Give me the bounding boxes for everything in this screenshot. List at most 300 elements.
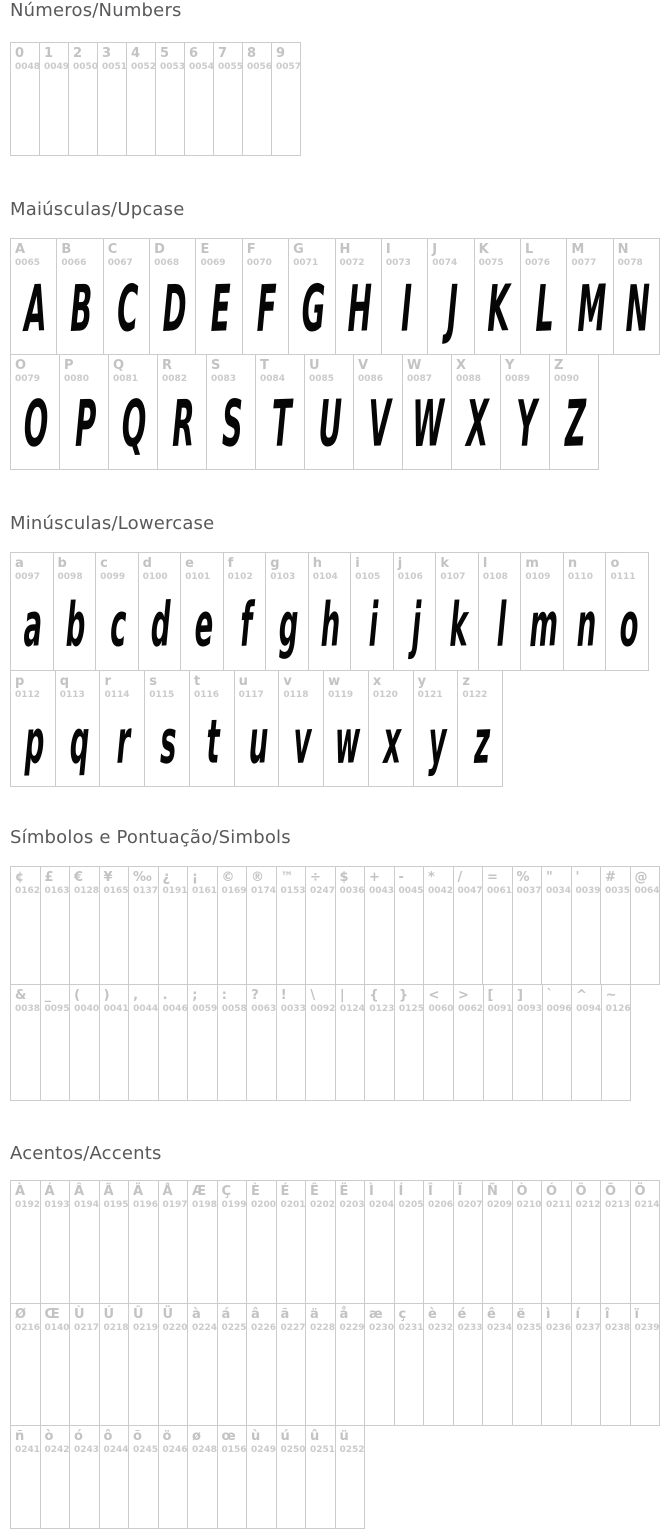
glyph-box xyxy=(64,385,107,467)
cell-unicode-code: 0049 xyxy=(44,62,70,72)
char-cell xyxy=(336,1426,365,1528)
cell-unicode-char: X xyxy=(456,358,467,373)
char-cell xyxy=(309,553,352,670)
cell-unicode-code: 0217 xyxy=(74,1323,100,1333)
cell-unicode-char: ) xyxy=(103,988,110,1003)
cell-unicode-code: 0089 xyxy=(505,374,531,384)
cell-unicode-code: 0117 xyxy=(238,690,264,700)
cell-unicode-char: ò xyxy=(44,1429,54,1444)
section-title-uppercase: Maiúsculas/Upcase xyxy=(10,199,185,220)
glyph-box xyxy=(58,583,95,668)
char-cell xyxy=(188,867,218,984)
cell-unicode-char: G xyxy=(293,242,304,257)
cell-unicode-code: 0095 xyxy=(44,1004,70,1014)
cell-unicode-code: 0082 xyxy=(162,374,188,384)
cell-unicode-char: 5 xyxy=(160,46,170,61)
cell-unicode-char: l xyxy=(482,556,488,571)
char-cell xyxy=(11,1181,41,1303)
font-glyph: s xyxy=(160,705,178,777)
char-cell xyxy=(521,239,567,354)
char-cell xyxy=(395,1181,425,1303)
cell-unicode-char: 4 xyxy=(131,46,141,61)
cell-unicode-code: 0071 xyxy=(293,258,319,268)
char-cell xyxy=(336,985,366,1100)
cell-unicode-code: 0246 xyxy=(162,1445,188,1455)
cell-unicode-code: 0218 xyxy=(103,1323,129,1333)
lowercase-table xyxy=(10,552,661,787)
glyph-box xyxy=(328,701,367,784)
cell-unicode-code: 0057 xyxy=(276,62,302,72)
char-cell xyxy=(289,239,335,354)
char-cell xyxy=(11,671,56,786)
cell-unicode-code: 0226 xyxy=(251,1323,277,1333)
cell-unicode-char: t xyxy=(193,674,201,689)
cell-unicode-code: 0078 xyxy=(617,258,643,268)
cell-unicode-char: ú xyxy=(280,1429,290,1444)
glyph-box xyxy=(610,583,647,668)
char-cell xyxy=(606,553,648,670)
cell-unicode-code: 0063 xyxy=(251,1004,277,1014)
cell-unicode-code: 0216 xyxy=(15,1323,41,1333)
glyph-box xyxy=(100,583,137,668)
cell-unicode-code: 0046 xyxy=(162,1004,188,1014)
char-cell xyxy=(98,43,127,155)
cell-unicode-code: 0099 xyxy=(100,572,126,582)
glyph-box xyxy=(525,583,562,668)
font-glyph: p xyxy=(24,705,45,777)
cell-unicode-code: 0093 xyxy=(517,1004,543,1014)
char-cell xyxy=(11,1304,41,1425)
glyph-box xyxy=(373,701,412,784)
cell-unicode-code: 0088 xyxy=(456,374,482,384)
cell-unicode-char: ` xyxy=(546,988,554,1003)
cell-unicode-char: c xyxy=(100,556,108,571)
char-cell xyxy=(572,867,602,984)
cell-unicode-char: U xyxy=(309,358,320,373)
char-cell xyxy=(306,985,336,1100)
cell-unicode-code: 0193 xyxy=(44,1200,70,1210)
cell-unicode-char: m xyxy=(525,556,539,571)
cell-unicode-code: 0230 xyxy=(369,1323,395,1333)
font-glyph: I xyxy=(400,272,412,347)
char-cell xyxy=(395,985,425,1100)
font-glyph: l xyxy=(496,588,507,660)
cell-unicode-char: P xyxy=(64,358,74,373)
cell-unicode-char: f xyxy=(227,556,234,571)
cell-unicode-char: ~ xyxy=(605,988,617,1003)
char-cell xyxy=(100,1304,130,1425)
glyph-box xyxy=(270,583,307,668)
font-glyph: u xyxy=(248,705,269,777)
cell-unicode-char: y xyxy=(417,674,427,689)
char-row xyxy=(10,238,660,355)
cell-unicode-char: ? xyxy=(251,988,259,1003)
cell-unicode-code: 0105 xyxy=(355,572,381,582)
cell-unicode-char: ì xyxy=(546,1307,551,1322)
char-row xyxy=(10,984,631,1101)
char-row xyxy=(10,552,649,671)
char-cell xyxy=(11,239,57,354)
cell-unicode-char: < xyxy=(428,988,440,1003)
cell-unicode-code: 0118 xyxy=(283,690,309,700)
glyph-box xyxy=(462,701,501,784)
cell-unicode-code: 0090 xyxy=(554,374,580,384)
cell-unicode-code: 0033 xyxy=(280,1004,306,1014)
cell-unicode-code: 0092 xyxy=(310,1004,336,1014)
cell-unicode-char: T xyxy=(260,358,269,373)
font-glyph: M xyxy=(576,271,607,347)
cell-unicode-char: i xyxy=(355,556,360,571)
font-glyph: y xyxy=(427,705,447,777)
char-cell xyxy=(129,985,159,1100)
cell-unicode-char: Ï xyxy=(457,1184,463,1199)
cell-unicode-code: 0201 xyxy=(280,1200,306,1210)
cell-unicode-char: Õ xyxy=(605,1184,617,1199)
cell-unicode-char: ã xyxy=(280,1307,290,1322)
char-cell xyxy=(11,867,41,984)
cell-unicode-code: 0229 xyxy=(339,1323,365,1333)
char-cell xyxy=(564,553,607,670)
cell-unicode-code: 0251 xyxy=(310,1445,336,1455)
char-cell xyxy=(631,1304,660,1425)
cell-unicode-char: í xyxy=(575,1307,580,1322)
cell-unicode-char: å xyxy=(339,1307,349,1322)
char-cell xyxy=(256,355,305,469)
char-cell xyxy=(11,1426,41,1528)
char-cell xyxy=(266,553,309,670)
char-cell xyxy=(247,1426,277,1528)
char-cell xyxy=(277,1181,307,1303)
cell-unicode-code: 0200 xyxy=(251,1200,277,1210)
cell-unicode-char: } xyxy=(398,988,409,1003)
font-glyph: Z xyxy=(564,387,587,462)
font-glyph: n xyxy=(576,588,597,660)
cell-unicode-code: 0234 xyxy=(487,1323,513,1333)
char-cell xyxy=(483,1304,513,1425)
cell-unicode-code: 0070 xyxy=(246,258,272,268)
char-cell xyxy=(454,985,484,1100)
cell-unicode-char: $ xyxy=(339,870,349,885)
cell-unicode-code: 0128 xyxy=(74,886,100,896)
cell-unicode-char: â xyxy=(251,1307,260,1322)
cell-unicode-code: 0053 xyxy=(160,62,186,72)
cell-unicode-code: 0169 xyxy=(221,886,247,896)
char-cell xyxy=(218,1181,248,1303)
font-glyph: Y xyxy=(515,387,538,462)
char-cell xyxy=(41,985,71,1100)
cell-unicode-char: @ xyxy=(634,870,648,885)
char-cell xyxy=(247,867,277,984)
char-cell xyxy=(129,1426,159,1528)
char-cell xyxy=(567,239,613,354)
cell-unicode-code: 0073 xyxy=(385,258,411,268)
cell-unicode-code: 0219 xyxy=(133,1323,159,1333)
cell-unicode-char: k xyxy=(440,556,449,571)
cell-unicode-char: Î xyxy=(428,1184,433,1199)
cell-unicode-code: 0250 xyxy=(280,1445,306,1455)
cell-unicode-code: 0161 xyxy=(192,886,218,896)
glyph-box xyxy=(143,583,180,668)
cell-unicode-code: 0104 xyxy=(312,572,338,582)
cell-unicode-code: 0195 xyxy=(103,1200,129,1210)
glyph-box xyxy=(456,385,499,467)
char-cell xyxy=(188,1426,218,1528)
cell-unicode-char: È xyxy=(251,1184,260,1199)
cell-unicode-code: 0153 xyxy=(280,886,306,896)
cell-unicode-code: 0058 xyxy=(221,1004,247,1014)
char-cell xyxy=(424,985,454,1100)
char-cell xyxy=(513,1304,543,1425)
glyph-box xyxy=(194,701,233,784)
cell-unicode-char: A xyxy=(15,242,26,257)
char-cell xyxy=(365,1181,395,1303)
cell-unicode-code: 0192 xyxy=(15,1200,41,1210)
cell-unicode-code: 0191 xyxy=(162,886,188,896)
cell-unicode-char: Â xyxy=(74,1184,85,1199)
char-cell xyxy=(306,1181,336,1303)
cell-unicode-char: H xyxy=(339,242,351,257)
cell-unicode-code: 0087 xyxy=(407,374,433,384)
cell-unicode-char: Û xyxy=(133,1307,144,1322)
cell-unicode-char: á xyxy=(221,1307,231,1322)
font-glyph: E xyxy=(210,272,231,347)
cell-unicode-code: 0051 xyxy=(102,62,128,72)
char-cell xyxy=(196,239,242,354)
font-glyph: x xyxy=(383,705,402,777)
cell-unicode-char: J xyxy=(432,242,438,257)
cell-unicode-code: 0041 xyxy=(103,1004,129,1014)
cell-unicode-code: 0121 xyxy=(417,690,443,700)
char-cell xyxy=(109,355,158,469)
cell-unicode-char: ! xyxy=(280,988,287,1003)
char-cell xyxy=(188,985,218,1100)
glyph-box xyxy=(618,269,658,352)
font-glyph: z xyxy=(473,705,490,777)
cell-unicode-code: 0210 xyxy=(516,1200,542,1210)
cell-unicode-code: 0060 xyxy=(428,1004,454,1014)
cell-unicode-code: 0059 xyxy=(192,1004,218,1014)
char-cell xyxy=(69,43,98,155)
cell-unicode-code: 0056 xyxy=(247,62,273,72)
cell-unicode-code: 0241 xyxy=(15,1445,41,1455)
cell-unicode-char: ø xyxy=(192,1429,201,1444)
cell-unicode-code: 0114 xyxy=(104,690,130,700)
cell-unicode-code: 0100 xyxy=(142,572,168,582)
cell-unicode-code: 0119 xyxy=(328,690,354,700)
cell-unicode-code: 0047 xyxy=(457,886,483,896)
char-cell xyxy=(277,1304,307,1425)
cell-unicode-code: 0103 xyxy=(270,572,296,582)
char-cell xyxy=(190,671,235,786)
char-cell xyxy=(129,1181,159,1303)
char-cell xyxy=(306,867,336,984)
cell-unicode-char: | xyxy=(339,988,345,1003)
char-cell xyxy=(247,1181,277,1303)
font-glyph: R xyxy=(172,387,195,463)
char-cell xyxy=(145,671,190,786)
char-cell xyxy=(484,985,514,1100)
char-cell xyxy=(513,985,543,1100)
cell-unicode-code: 0198 xyxy=(192,1200,218,1210)
glyph-box xyxy=(418,701,457,784)
cell-unicode-char: Ó xyxy=(546,1184,558,1199)
cell-unicode-code: 0232 xyxy=(428,1323,454,1333)
char-cell xyxy=(100,1426,130,1528)
cell-unicode-char: ¥ xyxy=(103,870,113,885)
cell-unicode-char: I xyxy=(385,242,391,257)
cell-unicode-code: 0165 xyxy=(103,886,129,896)
section-title-accents: Acentos/Accents xyxy=(10,1143,162,1164)
char-cell xyxy=(218,1426,248,1528)
cell-unicode-char: ¢ xyxy=(15,870,25,885)
cell-unicode-char: Á xyxy=(44,1184,55,1199)
cell-unicode-char: ^ xyxy=(576,988,587,1003)
cell-unicode-char: [ xyxy=(487,988,494,1003)
glyph-box xyxy=(104,701,143,784)
glyph-box xyxy=(185,583,222,668)
char-cell xyxy=(41,1426,71,1528)
cell-unicode-char: * xyxy=(428,870,435,885)
font-glyph: G xyxy=(301,272,326,347)
font-glyph: w xyxy=(334,705,361,778)
glyph-box xyxy=(15,269,55,352)
char-cell xyxy=(454,867,484,984)
cell-unicode-code: 0111 xyxy=(610,572,636,582)
cell-unicode-char: # xyxy=(605,870,616,885)
cell-unicode-code: 0039 xyxy=(575,886,601,896)
cell-unicode-char: D xyxy=(154,242,165,257)
cell-unicode-char: 2 xyxy=(73,46,83,61)
char-cell xyxy=(336,1304,366,1425)
cell-unicode-code: 0112 xyxy=(15,690,41,700)
char-cell xyxy=(542,1304,572,1425)
cell-unicode-char: 0 xyxy=(15,46,25,61)
cell-unicode-char: M xyxy=(571,242,585,257)
glyph-box xyxy=(200,269,240,352)
font-glyph: C xyxy=(117,272,139,347)
cell-unicode-code: 0252 xyxy=(339,1445,365,1455)
cell-unicode-char: K xyxy=(478,242,489,257)
cell-unicode-code: 0081 xyxy=(113,374,139,384)
cell-unicode-code: 0035 xyxy=(605,886,631,896)
char-cell xyxy=(158,355,207,469)
font-glyph: h xyxy=(320,588,342,660)
char-cell xyxy=(104,239,150,354)
char-cell xyxy=(247,1304,277,1425)
cell-unicode-code: 0126 xyxy=(605,1004,631,1014)
cell-unicode-code: 0109 xyxy=(525,572,551,582)
cell-unicode-code: 0096 xyxy=(546,1004,572,1014)
cell-unicode-char: h xyxy=(312,556,322,571)
glyph-box xyxy=(525,269,565,352)
glyph-box xyxy=(149,701,188,784)
cell-unicode-code: 0202 xyxy=(310,1200,336,1210)
cell-unicode-code: 0113 xyxy=(59,690,85,700)
font-glyph: t xyxy=(206,705,221,777)
cell-unicode-code: 0243 xyxy=(74,1445,100,1455)
cell-unicode-char: x xyxy=(372,674,382,689)
cell-unicode-char: Ã xyxy=(103,1184,114,1199)
font-glyph: T xyxy=(271,387,292,462)
cell-unicode-code: 0042 xyxy=(428,886,454,896)
cell-unicode-char: Ø xyxy=(15,1307,27,1322)
char-cell xyxy=(277,1426,307,1528)
cell-unicode-code: 0066 xyxy=(61,258,87,268)
char-cell xyxy=(382,239,428,354)
char-cell xyxy=(70,1304,100,1425)
cell-unicode-char: p xyxy=(15,674,25,689)
char-cell xyxy=(513,867,543,984)
font-glyph: b xyxy=(65,588,86,660)
char-cell xyxy=(159,985,189,1100)
char-cell xyxy=(127,43,156,155)
char-cell xyxy=(572,1181,602,1303)
char-cell xyxy=(159,1181,189,1303)
char-cell xyxy=(129,1304,159,1425)
char-cell xyxy=(159,1304,189,1425)
cell-unicode-code: 0091 xyxy=(487,1004,513,1014)
cell-unicode-code: 0197 xyxy=(162,1200,188,1210)
char-cell xyxy=(513,1181,543,1303)
cell-unicode-char: V xyxy=(358,358,369,373)
cell-unicode-code: 0036 xyxy=(339,886,365,896)
cell-unicode-code: 0116 xyxy=(193,690,219,700)
cell-unicode-char: F xyxy=(246,242,256,257)
section-lowercase xyxy=(10,514,661,787)
cell-unicode-code: 0207 xyxy=(457,1200,483,1210)
char-cell xyxy=(185,43,214,155)
char-cell xyxy=(188,1181,218,1303)
glyph-box xyxy=(162,385,205,467)
char-cell xyxy=(424,867,454,984)
cell-unicode-char: ü xyxy=(339,1429,349,1444)
font-glyph: r xyxy=(116,705,131,777)
font-glyph: o xyxy=(619,588,639,660)
glyph-box xyxy=(407,385,450,467)
char-cell xyxy=(501,355,550,469)
char-cell xyxy=(279,671,324,786)
char-cell xyxy=(336,1181,366,1303)
font-glyph: e xyxy=(193,588,213,660)
char-cell xyxy=(218,985,248,1100)
cell-unicode-char: œ xyxy=(221,1429,236,1444)
char-cell xyxy=(188,1304,218,1425)
cell-unicode-code: 0214 xyxy=(634,1200,660,1210)
char-cell xyxy=(150,239,196,354)
char-cell xyxy=(403,355,452,469)
cell-unicode-char: € xyxy=(74,870,84,885)
font-glyph: a xyxy=(23,588,43,660)
font-glyph: V xyxy=(368,387,391,463)
char-cell xyxy=(631,867,660,984)
cell-unicode-char: & xyxy=(15,988,27,1003)
font-character-map xyxy=(10,1,661,1529)
char-cell xyxy=(395,867,425,984)
cell-unicode-code: 0045 xyxy=(398,886,424,896)
char-cell xyxy=(306,1426,336,1528)
font-glyph: q xyxy=(69,705,90,777)
cell-unicode-code: 0054 xyxy=(189,62,215,72)
cell-unicode-code: 0213 xyxy=(605,1200,631,1210)
cell-unicode-char: q xyxy=(59,674,70,689)
cell-unicode-char: Ö xyxy=(634,1184,646,1199)
char-cell xyxy=(41,1304,71,1425)
char-cell xyxy=(277,867,307,984)
font-glyph: Q xyxy=(121,387,148,463)
section-title-numbers: Números/Numbers xyxy=(10,0,182,21)
char-row xyxy=(10,670,503,787)
cell-unicode-code: 0137 xyxy=(133,886,159,896)
